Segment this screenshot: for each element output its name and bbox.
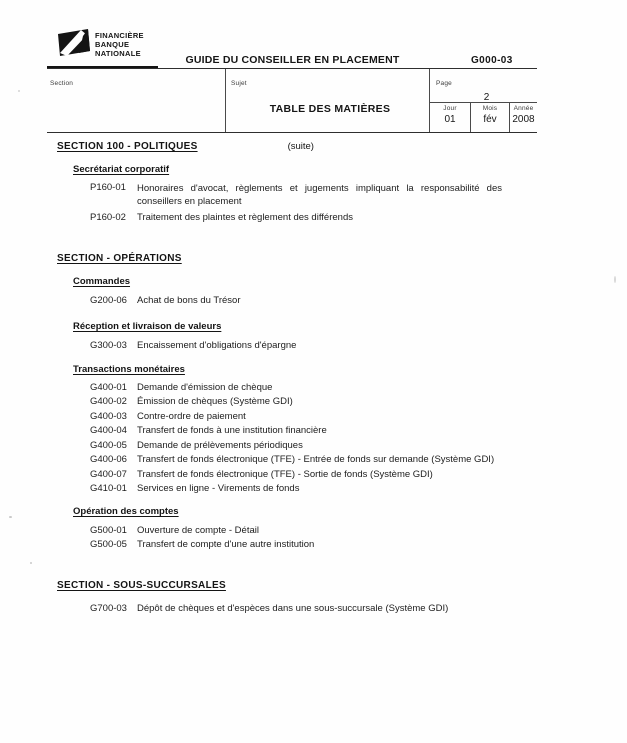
page-label: Page xyxy=(436,80,452,87)
document-code: G000-03 xyxy=(471,55,513,66)
toc-item-desc: Services en ligne - Virements de fonds xyxy=(137,483,300,494)
toc-item-code: G200-06 xyxy=(90,294,127,306)
form-col-page xyxy=(430,69,537,132)
annee-value: 2008 xyxy=(512,114,535,125)
date-col-annee xyxy=(509,103,537,132)
section-operations xyxy=(57,252,537,553)
section-heading-row xyxy=(57,140,537,153)
jour-value: 01 xyxy=(444,114,456,125)
toc-item xyxy=(57,602,537,617)
date-col-mois xyxy=(470,103,509,132)
toc-item-desc: Traitement des plaintes et règlement des différends xyxy=(137,212,353,223)
toc-group-list xyxy=(57,602,537,617)
annee-label: Année xyxy=(513,105,534,112)
sujet-label: Sujet xyxy=(231,80,247,87)
toc-item xyxy=(57,439,537,454)
sujet-value: TABLE DES MATIÈRES xyxy=(269,103,391,115)
mois-label: Mois xyxy=(482,105,498,112)
toc-item xyxy=(57,211,537,226)
logo-line-2: BANQUE xyxy=(95,40,130,49)
toc-group-list xyxy=(57,339,537,354)
toc-item-code: G400-04 xyxy=(90,425,127,436)
toc-item-desc: Transfert de fonds à une institution financière xyxy=(137,425,327,436)
logo-line-1: FINANCIÈRE xyxy=(95,31,144,40)
toc-item xyxy=(57,182,537,208)
toc-group-list xyxy=(57,381,537,497)
toc-item xyxy=(57,468,537,483)
toc-group-list xyxy=(57,524,537,553)
toc-content xyxy=(57,140,537,616)
page-number: 2 xyxy=(483,92,490,103)
logo-line-3: NATIONALE xyxy=(95,49,141,58)
group-title: Opération des comptes xyxy=(73,505,179,517)
toc-item-desc: Ouverture de compte - Détail xyxy=(137,524,259,536)
logo-wordmark xyxy=(95,31,144,58)
toc-item-desc: Transfert de compte d'une autre institution xyxy=(137,539,315,550)
toc-item xyxy=(57,538,537,553)
toc-item xyxy=(57,453,537,468)
scan-speckle xyxy=(30,562,32,564)
form-header-table xyxy=(47,68,537,133)
section-heading: SECTION - SOUS-SUCCURSALES xyxy=(57,579,226,591)
toc-item-code: G410-01 xyxy=(90,483,127,494)
toc-item-desc: Émission de chèques (Système GDI) xyxy=(137,396,293,407)
section-politiques xyxy=(57,140,537,226)
date-col-jour xyxy=(430,103,470,132)
scan-speckle xyxy=(9,516,12,518)
form-col-section xyxy=(47,69,225,132)
toc-item-desc: Demande de prélèvements périodiques xyxy=(137,439,303,451)
toc-item-code: P160-01 xyxy=(90,182,126,193)
toc-item xyxy=(57,524,537,539)
toc-item xyxy=(57,424,537,439)
toc-item-code: G500-05 xyxy=(90,539,127,550)
document-title: GUIDE DU CONSEILLER EN PLACEMENT xyxy=(185,54,400,66)
toc-item-code: G400-05 xyxy=(90,439,127,451)
group-title: Transactions monétaires xyxy=(73,363,185,375)
date-table xyxy=(430,103,537,132)
toc-item-code: G400-06 xyxy=(90,454,127,465)
scan-speckle xyxy=(18,90,20,92)
toc-item-desc: Transfert de fonds électronique (TFE) - Sortie de fonds (Système GDI) xyxy=(137,468,433,480)
toc-item xyxy=(57,410,537,425)
section-heading-row xyxy=(57,252,537,265)
toc-item-code: G300-03 xyxy=(90,340,127,351)
toc-item-desc: Dépôt de chèques et d'espèces dans une sous-succursale (Système GDI) xyxy=(137,602,449,614)
toc-item-desc: Honoraires d'avocat, règlements et jugements impliquant la responsabilité des conseillers en placement xyxy=(137,183,502,207)
national-bank-flag-icon xyxy=(57,27,91,58)
toc-group-list xyxy=(57,182,537,226)
section-heading-row xyxy=(57,579,537,592)
mois-value: fév xyxy=(483,114,497,125)
section-label: Section xyxy=(50,80,74,87)
toc-item-code: G400-02 xyxy=(90,396,127,407)
section-sous-succursales xyxy=(57,579,537,617)
toc-item-desc: Contre-ordre de paiement xyxy=(137,410,246,422)
toc-item-code: G400-03 xyxy=(90,410,127,422)
toc-item-desc: Encaissement d'obligations d'épargne xyxy=(137,340,297,351)
scan-speckle xyxy=(614,276,616,283)
section-heading: SECTION 100 - POLITIQUES xyxy=(57,141,198,152)
toc-item-code: G400-01 xyxy=(90,381,127,393)
toc-item xyxy=(57,294,537,309)
toc-item xyxy=(57,482,537,497)
group-title: Commandes xyxy=(73,275,131,287)
toc-item-code: P160-02 xyxy=(90,212,126,223)
toc-item-desc: Achat de bons du Trésor xyxy=(137,294,241,306)
form-col-sujet xyxy=(225,69,430,132)
group-title: Réception et livraison de valeurs xyxy=(73,321,222,332)
page-cell xyxy=(430,69,537,103)
toc-item-code: G500-01 xyxy=(90,524,127,536)
toc-item-desc: Transfert de fonds électronique (TFE) - Entrée de fonds sur demande (Système GDI) xyxy=(137,454,495,465)
toc-group-list xyxy=(57,294,537,309)
group-title: Secrétariat corporatif xyxy=(73,164,170,175)
toc-item-code: G400-07 xyxy=(90,468,127,480)
toc-item-desc: Demande d'émission de chèque xyxy=(137,381,273,393)
section-heading: SECTION - OPÉRATIONS xyxy=(57,252,182,264)
section-suffix: (suite) xyxy=(287,141,314,152)
toc-item xyxy=(57,381,537,396)
toc-item xyxy=(57,395,537,410)
jour-label: Jour xyxy=(443,105,457,112)
toc-item xyxy=(57,339,537,354)
toc-item-code: G700-03 xyxy=(90,602,127,614)
